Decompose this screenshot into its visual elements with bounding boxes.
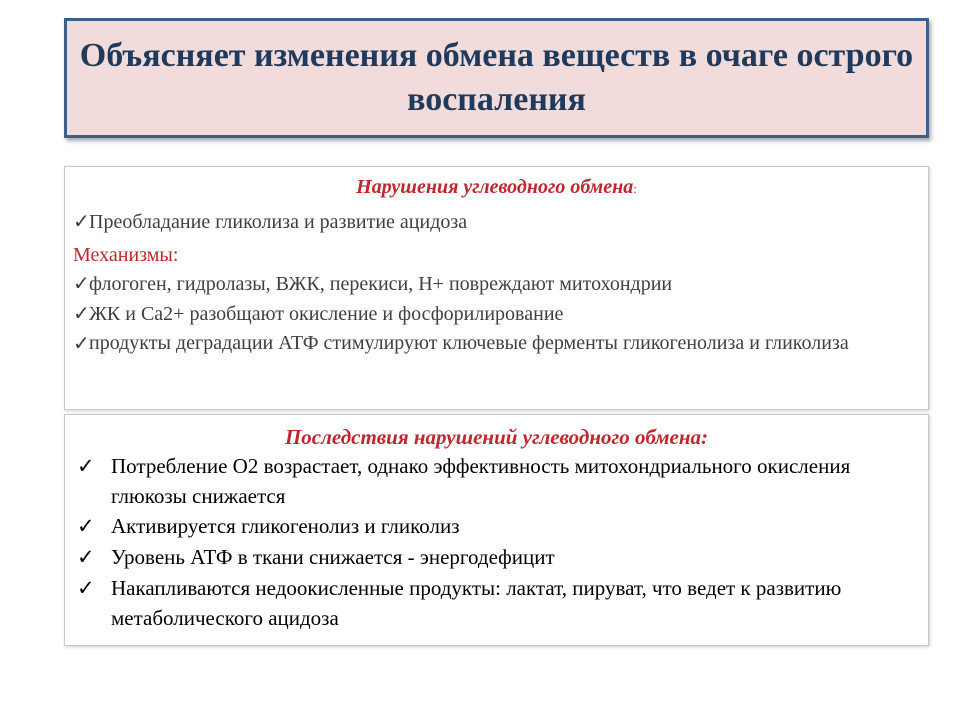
check-icon: ✓ xyxy=(73,211,90,233)
check-icon: ✓ xyxy=(77,514,95,538)
mechanisms-label: Механизмы: xyxy=(73,244,179,266)
mechanism-item-3: продукты деградации АТФ стимулируют ключевые ферменты гликогенолиза и гликолиза xyxy=(89,332,849,354)
list-item xyxy=(77,573,916,633)
section1-lead-item xyxy=(73,207,920,237)
consequences-list xyxy=(77,451,916,633)
consequence-item-4: Накапливаются недоокисленные продукты: лактат, пируват, что ведет к развитию метаболического ацидоза xyxy=(111,576,842,630)
consequence-item-3: Уровень АТФ в ткани снижается - энергодефицит xyxy=(111,545,555,569)
section1-heading-text: Нарушения углеводного обмена xyxy=(356,176,634,198)
title-banner xyxy=(64,18,929,138)
section1-lead: Преобладание гликолиза и развитие ацидоза xyxy=(89,211,468,233)
check-icon: ✓ xyxy=(77,576,95,600)
list-item xyxy=(77,451,916,511)
check-icon: ✓ xyxy=(77,545,95,569)
list-item xyxy=(73,299,920,329)
check-icon: ✓ xyxy=(73,333,90,355)
page-title: Объясняет изменения обмена веществ в очаге острого воспаления xyxy=(79,37,914,118)
mechanism-item-2: ЖК и Са2+ разобщают окисление и фосфорилирование xyxy=(89,303,564,325)
list-item xyxy=(77,511,916,542)
consequences-panel xyxy=(64,414,929,646)
section1-heading xyxy=(73,173,920,203)
list-item xyxy=(73,329,920,359)
consequence-item-2: Активируется гликогенолиз и гликолиз xyxy=(111,514,460,538)
section1-heading-colon: : xyxy=(633,181,637,196)
list-item xyxy=(77,542,916,573)
mechanism-item-1: флогоген, гидролазы, ВЖК, перекиси, Н+ повреждают митохондрии xyxy=(89,273,673,295)
consequence-item-1: Потребление О2 возрастает, однако эффективность митохондриального окисления глюкозы снижается xyxy=(111,454,851,508)
check-icon: ✓ xyxy=(73,303,90,325)
check-icon: ✓ xyxy=(73,273,90,295)
section2-heading: Последствия нарушений углеводного обмена: xyxy=(284,425,709,449)
carbohydrate-disorders-panel xyxy=(64,166,929,410)
check-icon: ✓ xyxy=(77,454,95,478)
list-item xyxy=(73,269,920,299)
